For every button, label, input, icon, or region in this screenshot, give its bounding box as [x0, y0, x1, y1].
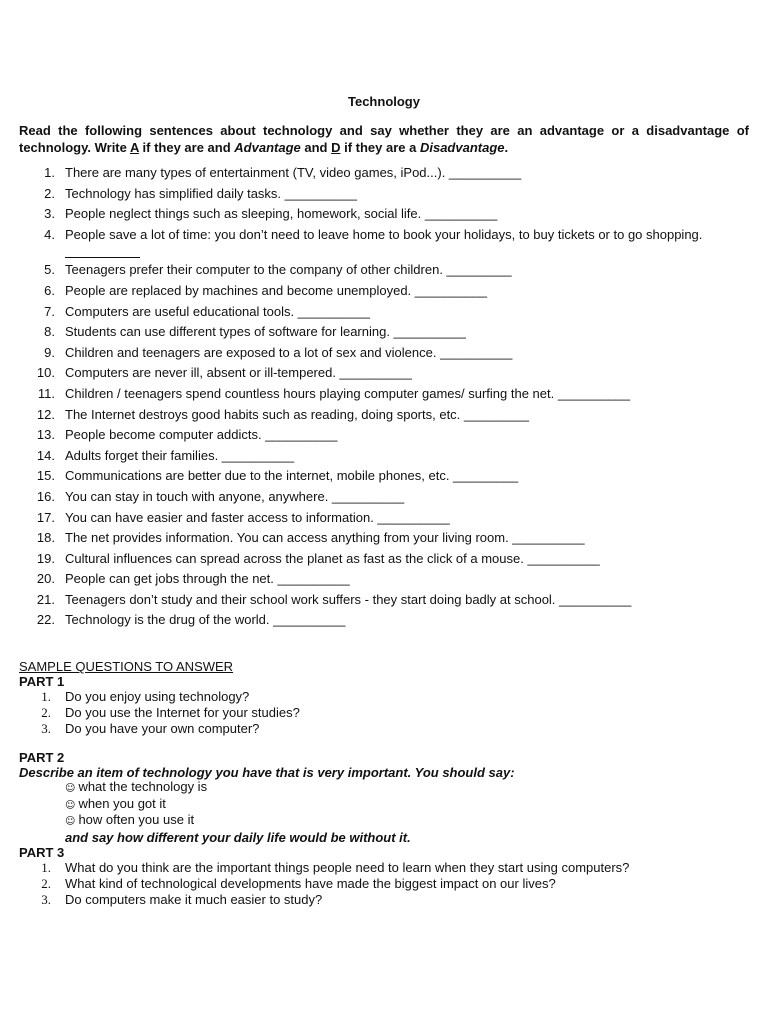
statement-number: 12.: [36, 406, 55, 422]
statement-item: [19, 592, 749, 608]
statement-item: [19, 510, 749, 526]
statement-item: [19, 530, 749, 546]
question-text: What kind of technological developments have made the biggest impact on our lives?: [65, 875, 556, 891]
bullet-text: when you got it: [78, 795, 166, 811]
statement-text: Teenagers prefer their computer to the company of other children. _________: [65, 262, 512, 278]
statement-number: 20.: [36, 571, 55, 587]
statement-item: [19, 283, 749, 299]
part1-questions: [19, 689, 749, 737]
question-number: 1.: [41, 689, 51, 704]
statement-number: 3.: [44, 206, 55, 222]
part1-label: PART 1: [19, 674, 65, 689]
question-item: [19, 721, 749, 737]
question-text: Do computers make it much easier to study?: [65, 891, 323, 907]
sample-heading: SAMPLE QUESTIONS TO ANSWER: [19, 659, 234, 674]
instructions-text: if they are a: [340, 140, 420, 155]
statement-text: Cultural influences can spread across the planet as fast as the click of a mouse. __________: [65, 550, 600, 566]
smiley-bullet-icon: ☺: [65, 799, 76, 811]
smiley-bullet-icon: ☺: [65, 783, 76, 794]
bullet-item: [65, 780, 749, 797]
statements-list: [19, 165, 749, 633]
statement-item: [19, 345, 749, 361]
statement-text: Computers are never ill, absent or ill-tempered. __________: [65, 365, 412, 381]
statement-item: [19, 365, 749, 381]
question-number: 2.: [41, 705, 51, 720]
statement-text: Computers are useful educational tools. __________: [65, 303, 370, 319]
statement-number: 8.: [44, 324, 55, 340]
statement-item: [19, 186, 749, 202]
question-number: 2.: [41, 875, 51, 891]
statement-text: The Internet destroys good habits such as reading, doing sports, etc. _________: [65, 406, 529, 422]
part2-bullets: [19, 780, 749, 830]
statement-text: Technology is the drug of the world. __________: [65, 612, 346, 628]
statement-number: 6.: [44, 282, 55, 298]
statement-item: [19, 612, 749, 628]
statement-item: [19, 227, 749, 258]
bullet-text: how often you use it: [78, 812, 195, 827]
statement-number: 2.: [44, 185, 55, 201]
statement-number: 22.: [36, 612, 55, 628]
statement-item: [19, 571, 749, 587]
sample-questions-section: [19, 659, 749, 908]
statement-text: People can get jobs through the net. __________: [65, 571, 350, 587]
statement-number: 16.: [36, 488, 55, 504]
statement-number: 13.: [36, 427, 55, 443]
statement-text: Adults forget their families. __________: [65, 447, 295, 463]
part2-description: Describe an item of technology you have that is very important. You should say:: [19, 765, 515, 780]
statement-text: People are replaced by machines and become unemployed. __________: [65, 282, 488, 298]
statement-item: [19, 407, 749, 423]
statement-item: [19, 165, 749, 181]
statement-text: Communications are better due to the internet, mobile phones, etc. _________: [65, 468, 519, 484]
statement-number: 15.: [36, 468, 55, 484]
bullet-item: [65, 797, 749, 814]
statement-text: Children / teenagers spend countless hours playing computer games/ surfing the net. __________: [65, 385, 631, 401]
statement-item: [19, 489, 749, 505]
letter-a: A: [130, 140, 139, 155]
statement-number: 1.: [44, 165, 55, 180]
question-number: 3.: [41, 721, 51, 736]
question-item: [19, 860, 749, 876]
statement-item: [19, 551, 749, 567]
statement-item: [19, 206, 749, 222]
disadvantage-word: Disadvantage: [419, 140, 505, 155]
statement-item: [19, 448, 749, 464]
statement-text: People become computer addicts. __________: [65, 427, 338, 443]
statement-item: [19, 386, 749, 402]
statement-number: 14.: [36, 447, 55, 463]
statement-text: The net provides information. You can access anything from your living room. __________: [65, 530, 585, 546]
instructions-text: Read the following sentences about technology and say whether they are an advantage or a disadvantage of technology. Write: [19, 123, 749, 155]
statement-number: 21.: [36, 591, 55, 607]
answer-blank: [65, 243, 140, 258]
question-item: [19, 892, 749, 908]
statement-number: 11.: [37, 385, 55, 401]
instructions-text: if they are and: [138, 140, 235, 155]
bullet-text: what the technology is: [78, 779, 208, 794]
question-text: What do you think are the important things people need to learn when they start using computers?: [65, 859, 630, 875]
part2-label: PART 2: [19, 750, 65, 765]
statement-text: Students can use different types of software for learning. __________: [65, 324, 466, 340]
statement-number: 19.: [36, 550, 55, 566]
statement-number: 9.: [44, 344, 55, 360]
statement-text: Technology has simplified daily tasks. __________: [65, 185, 357, 201]
bullet-item: [65, 813, 749, 830]
statement-text: Teenagers don’t study and their school work suffers - they start doing badly at school. __________: [65, 591, 632, 607]
question-text: Do you use the Internet for your studies?: [65, 705, 300, 720]
statement-item: [19, 324, 749, 340]
statement-text: People neglect things such as sleeping, homework, social life. __________: [65, 206, 498, 222]
question-text: Do you enjoy using technology?: [65, 689, 250, 704]
statement-number: 7.: [44, 303, 55, 319]
page-title: Technology: [348, 94, 420, 109]
statement-number: 5.: [44, 262, 55, 278]
question-item: [19, 689, 749, 705]
question-number: 3.: [41, 891, 51, 907]
question-item: [19, 705, 749, 721]
statement-item: [19, 262, 749, 278]
advantage-word: Advantage: [234, 140, 301, 155]
statement-text: Children and teenagers are exposed to a lot of sex and violence. __________: [65, 344, 513, 360]
statement-number: 4.: [44, 226, 55, 242]
question-text: Do you have your own computer?: [65, 721, 260, 736]
statement-number: 10.: [36, 365, 55, 381]
statement-text: You can stay in touch with anyone, anywhere. __________: [65, 488, 405, 504]
statement-text: People save a lot of time: you don’t need to leave home to book your holidays, to buy tickets or to go shopping.: [65, 226, 703, 242]
letter-d: D: [331, 140, 341, 155]
part2-closing: and say how different your daily life would be without it.: [65, 829, 411, 845]
statement-item: [19, 468, 749, 484]
statement-item: [19, 427, 749, 443]
smiley-bullet-icon: ☺: [65, 816, 76, 827]
statement-item: [19, 304, 749, 320]
instructions: [19, 122, 749, 156]
part3-questions: [19, 860, 749, 908]
instructions-text: .: [504, 140, 509, 155]
question-item: [19, 876, 749, 892]
statement-number: 17.: [36, 509, 55, 525]
instructions-text: and: [300, 140, 332, 155]
question-number: 1.: [41, 859, 51, 875]
statement-text: You can have easier and faster access to information. __________: [65, 509, 450, 525]
part3-label: PART 3: [19, 844, 65, 860]
statement-number: 18.: [36, 530, 55, 546]
statement-text: There are many types of entertainment (TV, video games, iPod...). __________: [65, 165, 522, 180]
